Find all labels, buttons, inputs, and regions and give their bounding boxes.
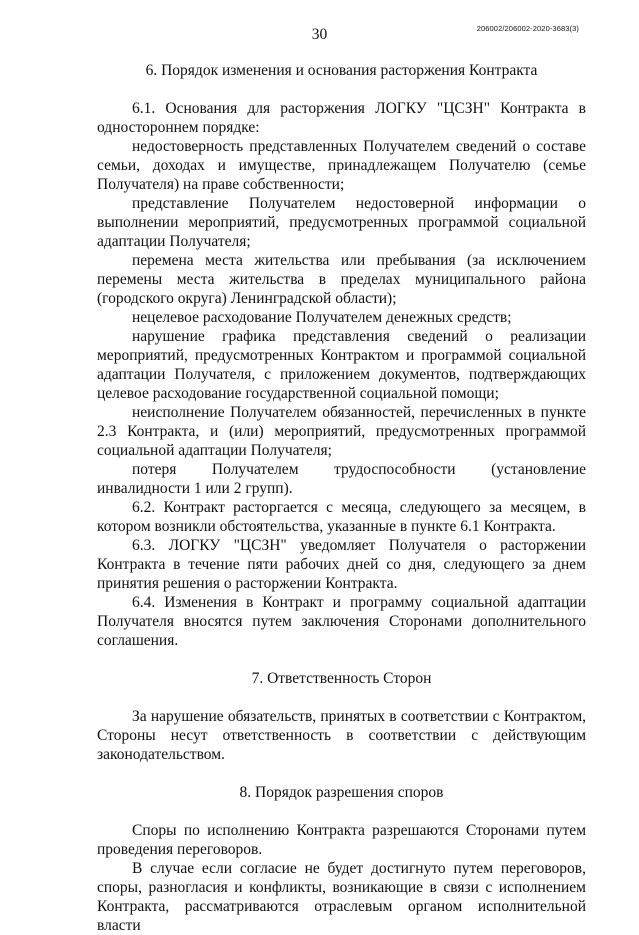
section-spacer [97,764,586,783]
section-6-paragraph: перемена места жительства или пребывания (за исключением перемены места жительства в пределах муниципального района (городского округа) Ленинградской области); [97,252,586,307]
section-7-title: 7. Ответственность Сторон [251,670,432,687]
section-8-paragraph: В случае если согласие не будет достигнуто путем переговоров, споры, разногласия и конфликты, возникающие в связи с исполнением Контракта, рассматриваются отраслевым органом исполнительной власти [97,860,586,934]
section-spacer [97,650,586,669]
section-8-title: 8. Порядок разрешения споров [239,784,444,801]
section-6-title: 6. Порядок изменения и основания расторжения Контракта [145,62,538,79]
section-8-paragraph: Споры по исполнению Контракта разрешаются Сторонами путем проведения переговоров. [97,822,586,858]
section-6-paragraph: нецелевое расходование Получателем денежных средств; [132,309,512,326]
document-code: 206002/206002-2020-3683(3) [476,24,579,33]
section-6-paragraph: 6.3. ЛОГКУ "ЦСЗН" уведомляет Получателя о расторжении Контракта в течение пяти рабочих дней со дня, следующего за днем принятия решения о расторжении Контракта. [97,537,586,592]
section-6-paragraph: 6.4. Изменения в Контракт и программу социальной адаптации Получателя вносятся путем заключения Сторонами дополнительного соглашения. [97,594,586,649]
page-number: 30 [311,26,328,43]
section-6-paragraph: представление Получателем недостоверной информации о выполнении мероприятий, предусмотренных программой социальной адаптации Получателя; [97,195,586,250]
document-body [97,61,586,935]
section-6-paragraph: неисполнение Получателем обязанностей, перечисленных в пункте 2.3 Контракта, и (или) мероприятий, предусмотренных программой социальной адаптации Получателя; [97,404,586,459]
section-6-paragraph: потеря Получателем трудоспособности (установление инвалидности 1 или 2 групп). [97,461,586,497]
section-6-paragraph: 6.1. Основания для расторжения ЛОГКУ "ЦСЗН" Контракта в одностороннем порядке: [97,100,586,136]
section-6-paragraph: 6.2. Контракт расторгается с месяца, следующего за месяцем, в котором возникли обстоятельства, указанные в пункте 6.1 Контракта. [97,499,586,535]
section-7-paragraph: За нарушение обязательств, принятых в соответствии с Контрактом, Стороны несут ответственность в соответствии с действующим законодательством. [97,708,586,763]
section-6-paragraph: нарушение графика представления сведений о реализации мероприятий, предусмотренных Контрактом и программой социальной адаптации Получателя, с приложением документов, подтверждающих целевое расходование государственной социальной помощи; [97,328,586,402]
section-6-paragraph: недостоверность представленных Получателем сведений о составе семьи, доходах и имуществе, принадлежащем Получателю (семье Получателя) на праве собственности; [97,138,586,193]
